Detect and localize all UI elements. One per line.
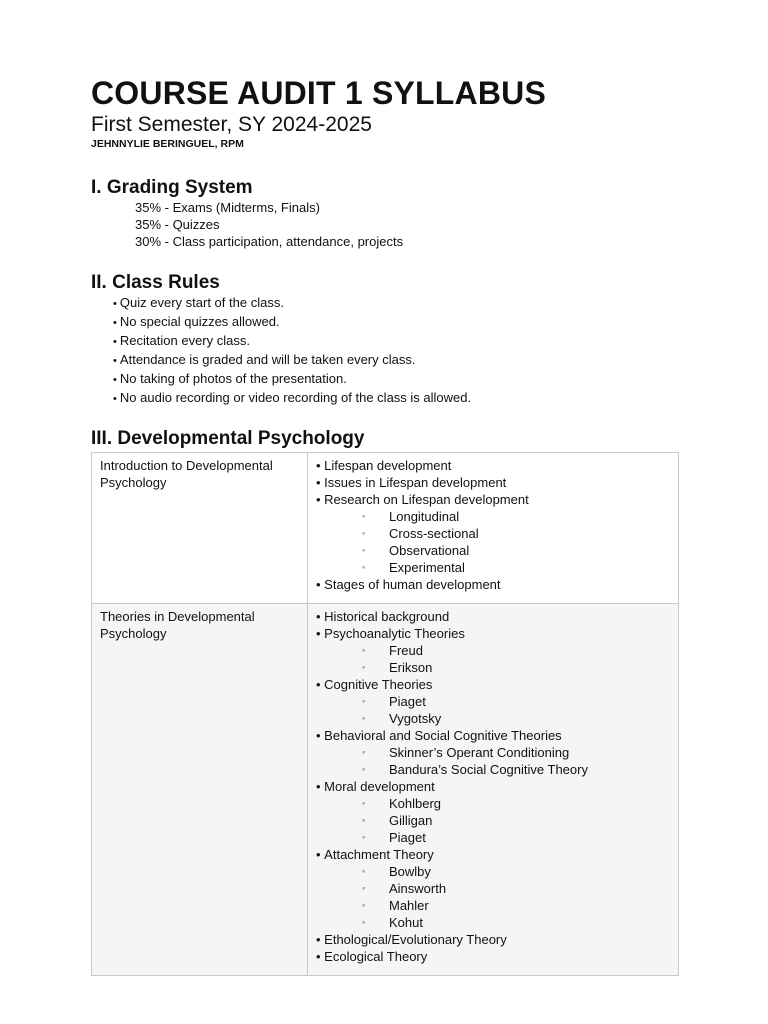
table-row [92,604,679,976]
sub-list [316,693,670,727]
grading-item: 35% - Quizzes [135,217,220,232]
sub-list-item: ◦ Ainsworth [362,880,670,897]
devpsych-heading: III. Developmental Psychology [91,428,365,449]
syllabus-page [91,76,681,976]
items-cell [308,453,679,604]
devpsych-table-body [92,453,679,976]
sub-list-item: ◦ Skinner’s Operant Conditioning [362,744,670,761]
rule-item: • Quiz every start of the class. [113,294,681,313]
sub-list-item: ◦ Experimental [362,559,670,576]
sub-list-item: ◦ Kohlberg [362,795,670,812]
grading-item: 35% - Exams (Midterms, Finals) [135,200,320,215]
sub-list-item: ◦ Erikson [362,659,670,676]
sub-list-item: ◦ Gilligan [362,812,670,829]
sub-list-item: ◦ Longitudinal [362,508,670,525]
sub-list-item: ◦ Piaget [362,829,670,846]
sub-list [316,863,670,931]
topic-items-list [316,457,670,593]
sub-list-item: ◦ Cross-sectional [362,525,670,542]
grading-heading: I. Grading System [91,177,253,198]
list-item-text: • Lifespan development [316,458,451,473]
list-item [316,608,670,625]
list-item-text: • Cognitive Theories [316,677,432,692]
list-item [316,457,670,474]
rule-item: • No audio recording or video recording of the class is allowed. [113,389,681,408]
sub-list [316,744,670,778]
list-item [316,625,670,676]
list-item [316,491,670,576]
list-item [316,931,670,948]
list-item-text: • Psychoanalytic Theories [316,626,465,641]
list-item [316,948,670,965]
list-item [316,676,670,727]
sub-list-item: ◦ Bowlby [362,863,670,880]
sub-list-item: ◦ Kohut [362,914,670,931]
list-item-text: • Ecological Theory [316,949,427,964]
sub-list-item: ◦ Bandura’s Social Cognitive Theory [362,761,670,778]
devpsych-table [91,452,679,976]
list-item-text: • Issues in Lifespan development [316,475,506,490]
sub-list [316,795,670,846]
rule-item: • No special quizzes allowed. [113,313,681,332]
list-item-text: • Historical background [316,609,449,624]
list-item [316,576,670,593]
list-item-text: • Moral development [316,779,435,794]
grading-list [91,199,681,250]
list-item [316,778,670,846]
author-name: JEHNNYLIE BERINGUEL, RPM [91,138,244,150]
table-row [92,453,679,604]
list-item-text: • Stages of human development [316,577,501,592]
list-item-text: • Research on Lifespan development [316,492,529,507]
sub-list-item: ◦ Piaget [362,693,670,710]
topic-cell: Introduction to Developmental Psychology [92,453,308,604]
sub-list [316,508,670,576]
rule-item: • Attendance is graded and will be taken every class. [113,351,681,370]
rule-item: • Recitation every class. [113,332,681,351]
list-item [316,846,670,931]
list-item [316,727,670,778]
rules-list [91,294,681,408]
rule-item: • No taking of photos of the presentation. [113,370,681,389]
list-item-text: • Behavioral and Social Cognitive Theories [316,728,562,743]
items-cell [308,604,679,976]
sub-list-item: ◦ Mahler [362,897,670,914]
grading-item: 30% - Class participation, attendance, projects [135,234,404,249]
rules-heading: II. Class Rules [91,272,220,293]
sub-list-item: ◦ Freud [362,642,670,659]
list-item [316,474,670,491]
sub-list [316,642,670,676]
topic-cell: Theories in Developmental Psychology [92,604,308,976]
list-item-text: • Attachment Theory [316,847,434,862]
list-item-text: • Ethological/Evolutionary Theory [316,932,507,947]
sub-list-item: ◦ Vygotsky [362,710,670,727]
topic-items-list [316,608,670,965]
document-subtitle: First Semester, SY 2024-2025 [91,113,372,136]
sub-list-item: ◦ Observational [362,542,670,559]
document-title: COURSE AUDIT 1 SYLLABUS [91,75,547,111]
